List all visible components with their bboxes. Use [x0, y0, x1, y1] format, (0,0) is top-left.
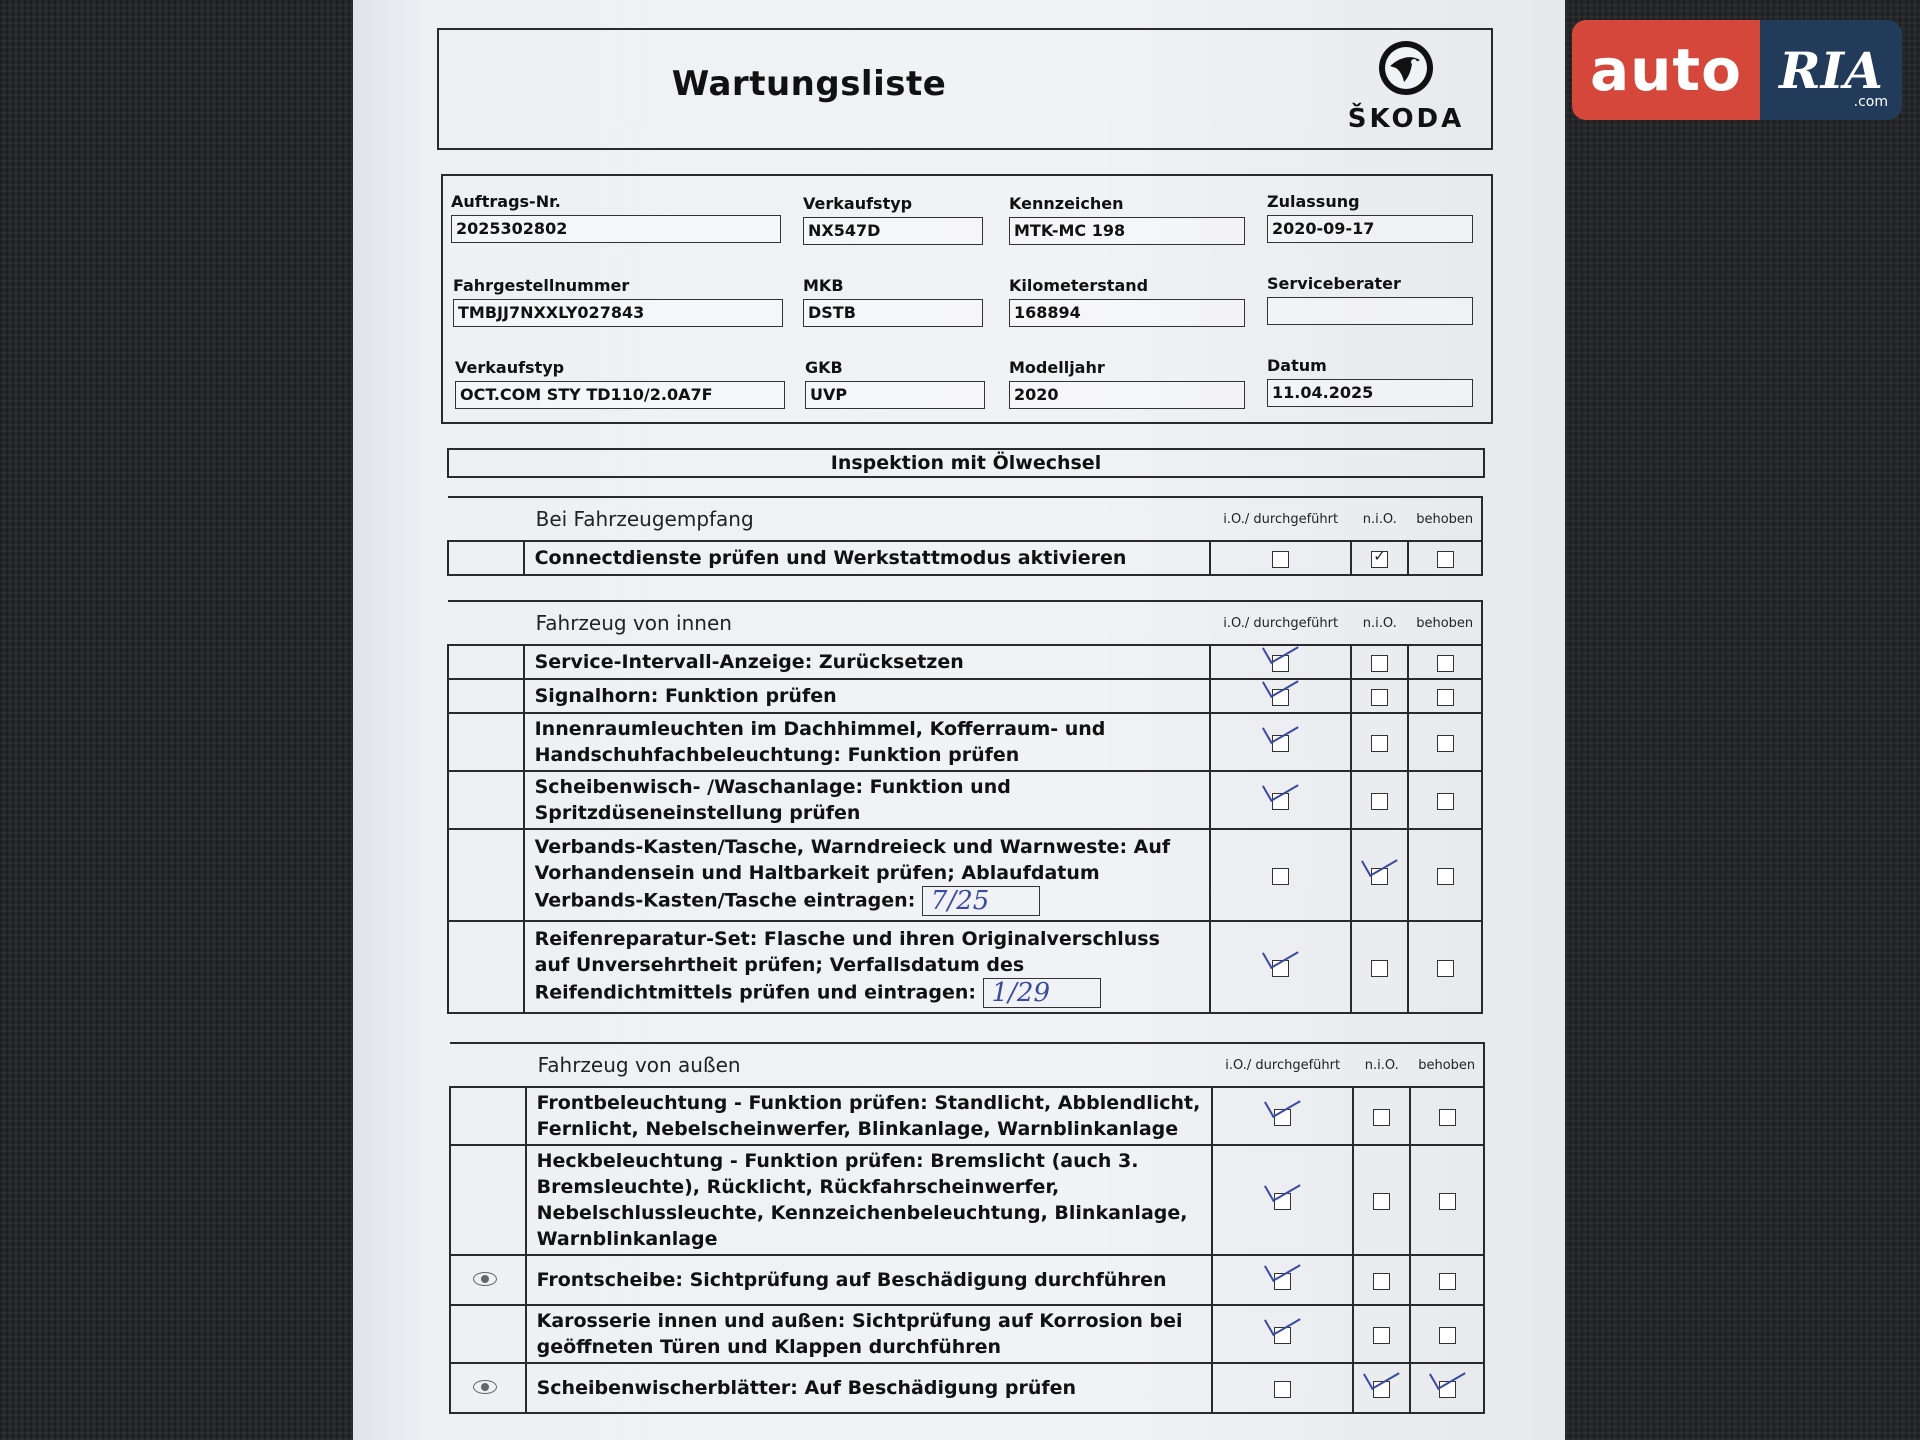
field-label: Verkaufstyp: [803, 194, 913, 213]
checkbox-behoben[interactable]: [1439, 1193, 1456, 1210]
checkbox-io[interactable]: [1272, 960, 1289, 977]
checklist-row: [448, 679, 1482, 713]
column-behoben: behoben: [1408, 601, 1482, 645]
field-label: Zulassung: [1267, 192, 1360, 211]
column-io: i.O./ durchgeführt: [1212, 1043, 1353, 1087]
checkbox-nio[interactable]: [1371, 655, 1388, 672]
row-text: Reifenreparatur-Set: Flasche und ihren Originalverschluss auf Unversehrtheit prüfen; Verfallsdatum des Reifendichtmittels prüfen und eintragen:: [534, 928, 1160, 1004]
section-fahrzeugempfang: [447, 496, 1483, 576]
checkbox-io[interactable]: [1272, 551, 1289, 568]
section-title: Fahrzeug von innen: [524, 601, 1211, 645]
field-label: Serviceberater: [1267, 274, 1401, 293]
section-fahrzeug-innen: [447, 600, 1483, 1014]
field-label: Kilometerstand: [1009, 276, 1149, 295]
row-text: Verbands-Kasten/Tasche, Warndreieck und Warnweste: Auf Vorhandensein und Haltbarkeit prüfen; Ablaufdatum Verbands-Kasten/Tasche eintragen:: [534, 836, 1171, 912]
field-value: DSTB: [803, 299, 983, 327]
logo-com: .com: [1853, 94, 1888, 110]
checkbox-io[interactable]: [1272, 868, 1289, 885]
skoda-logo: [1341, 38, 1471, 134]
logo-ria-text: RIA: [1779, 40, 1883, 100]
row-text: Service-Intervall-Anzeige: Zurücksetzen: [524, 645, 1211, 679]
checkbox-nio[interactable]: [1373, 1327, 1390, 1344]
checkbox-behoben[interactable]: [1437, 960, 1454, 977]
field-label: MKB: [803, 276, 844, 295]
column-io: i.O./ durchgeführt: [1210, 497, 1351, 541]
checkbox-nio[interactable]: [1373, 1381, 1390, 1398]
checklist-row: [448, 921, 1482, 1013]
checkbox-nio[interactable]: [1371, 793, 1388, 810]
eye-icon: [473, 1380, 497, 1394]
row-text: Karosserie innen und außen: Sichtprüfung auf Korrosion bei geöffneten Türen und Klappen durchführen: [526, 1305, 1213, 1363]
skoda-wordmark: ŠKODA: [1347, 104, 1465, 134]
handwritten-date[interactable]: 1/29: [983, 978, 1101, 1008]
checklist-row: [450, 1145, 1484, 1255]
checkbox-io[interactable]: [1274, 1327, 1291, 1344]
checklist-row: [450, 1363, 1484, 1413]
checkbox-io[interactable]: [1272, 735, 1289, 752]
section-title: Fahrzeug von außen: [526, 1043, 1213, 1087]
checkbox-io[interactable]: [1274, 1273, 1291, 1290]
field-value: NX547D: [803, 217, 983, 245]
column-nio: n.i.O.: [1351, 497, 1408, 541]
field-value: 168894: [1009, 299, 1245, 327]
field-label: Kennzeichen: [1009, 194, 1124, 213]
checkbox-behoben[interactable]: [1439, 1109, 1456, 1126]
field-kilometerstand: [1009, 276, 1245, 327]
checkbox-nio[interactable]: [1371, 551, 1388, 568]
checklist-row: [450, 1305, 1484, 1363]
checklist-row: [448, 771, 1482, 829]
eye-icon: [473, 1272, 497, 1286]
checkbox-behoben[interactable]: [1439, 1273, 1456, 1290]
field-value: [1267, 297, 1473, 325]
column-behoben: behoben: [1410, 1043, 1484, 1087]
checklist-row: [448, 645, 1482, 679]
column-nio: n.i.O.: [1351, 601, 1408, 645]
field-datum: [1267, 356, 1473, 407]
field-label: GKB: [805, 358, 843, 377]
row-text: Signalhorn: Funktion prüfen: [524, 679, 1211, 713]
checkbox-behoben[interactable]: [1439, 1327, 1456, 1344]
checklist-row: [448, 829, 1482, 921]
checkbox-behoben[interactable]: [1437, 868, 1454, 885]
field-auftrag: [451, 192, 781, 243]
field-label: Auftrags-Nr.: [451, 192, 561, 211]
row-text: Connectdienste prüfen und Werkstattmodus aktivieren: [524, 541, 1211, 575]
inspection-title: Inspektion mit Ölwechsel: [447, 448, 1485, 478]
field-value: UVP: [805, 381, 985, 409]
section-header: [448, 497, 1482, 541]
checklist-row: [450, 1087, 1484, 1145]
section-title: Bei Fahrzeugempfang: [524, 497, 1211, 541]
checkbox-behoben[interactable]: [1437, 735, 1454, 752]
handwritten-date[interactable]: 7/25: [922, 886, 1040, 916]
checklist-row: [448, 541, 1482, 575]
row-text: Innenraumleuchten im Dachhimmel, Kofferraum- und Handschuhfachbeleuchtung: Funktion prüfen: [524, 713, 1211, 771]
title-box: [437, 28, 1493, 150]
row-text: Scheibenwischerblätter: Auf Beschädigung prüfen: [526, 1363, 1213, 1413]
field-gkb: [805, 358, 985, 409]
checkbox-io[interactable]: [1274, 1381, 1291, 1398]
row-text: Heckbeleuchtung - Funktion prüfen: Bremslicht (auch 3. Bremsleuchte), Rücklicht, Rückfahrscheinwerfer, Nebelschlussleuchte, Kennzeichenbeleuchtung, Blinkanlage, Warnblinkanlage: [526, 1145, 1213, 1255]
checkbox-io[interactable]: [1272, 689, 1289, 706]
column-io: i.O./ durchgeführt: [1210, 601, 1351, 645]
seat-fabric-left: [0, 0, 362, 1440]
section-fahrzeug-aussen: [449, 1042, 1485, 1414]
field-value: 2020: [1009, 381, 1245, 409]
field-label: Fahrgestellnummer: [453, 276, 630, 295]
field-serviceberater: [1267, 274, 1473, 325]
skoda-emblem-icon: [1376, 38, 1436, 98]
field-mkb: [803, 276, 983, 327]
field-value: 11.04.2025: [1267, 379, 1473, 407]
row-text: Frontbeleuchtung - Funktion prüfen: Standlicht, Abblendlicht, Fernlicht, Nebelscheinwerfer, Blinkanlage, Warnblinkanlage: [526, 1087, 1213, 1145]
checkbox-behoben[interactable]: [1439, 1381, 1456, 1398]
field-label: Modelljahr: [1009, 358, 1105, 377]
checkbox-io[interactable]: [1274, 1109, 1291, 1126]
vehicle-header: [441, 174, 1493, 424]
seat-fabric-right: [1563, 0, 1920, 1440]
logo-auto: auto: [1572, 20, 1760, 120]
column-behoben: behoben: [1408, 497, 1482, 541]
field-fahrgestellnummer: [453, 276, 783, 327]
checklist-row: [450, 1255, 1484, 1305]
field-verkaufstyp: [803, 194, 983, 245]
field-value: MTK-MC 198: [1009, 217, 1245, 245]
checkbox-behoben[interactable]: [1437, 793, 1454, 810]
checkbox-nio[interactable]: [1373, 1273, 1390, 1290]
checkbox-io[interactable]: [1274, 1193, 1291, 1210]
field-value: TMBJJ7NXXLY027843: [453, 299, 783, 327]
checkbox-nio[interactable]: [1373, 1193, 1390, 1210]
autoria-logo: [1572, 20, 1902, 120]
checkbox-nio[interactable]: [1371, 689, 1388, 706]
document-title: Wartungsliste: [671, 64, 947, 104]
row-text: Frontscheibe: Sichtprüfung auf Beschädigung durchführen: [526, 1255, 1213, 1305]
checkbox-nio[interactable]: [1371, 960, 1388, 977]
checkbox-behoben[interactable]: [1437, 551, 1454, 568]
maintenance-sheet: [353, 0, 1565, 1440]
field-label: Verkaufstyp: [455, 358, 565, 377]
checkbox-behoben[interactable]: [1437, 655, 1454, 672]
section-header: [450, 1043, 1484, 1087]
column-nio: n.i.O.: [1353, 1043, 1410, 1087]
field-kennzeichen: [1009, 194, 1245, 245]
checkbox-nio[interactable]: [1371, 735, 1388, 752]
field-zulassung: [1267, 192, 1473, 243]
checkbox-io[interactable]: [1272, 793, 1289, 810]
section-header: [448, 601, 1482, 645]
checkbox-nio[interactable]: [1373, 1109, 1390, 1126]
checkbox-behoben[interactable]: [1437, 689, 1454, 706]
field-value: 2025302802: [451, 215, 781, 243]
field-value: 2020-09-17: [1267, 215, 1473, 243]
checklist-row: [448, 713, 1482, 771]
field-label: Datum: [1267, 356, 1327, 375]
field-verkaufstyp-2: [455, 358, 785, 409]
logo-ria: [1760, 20, 1902, 120]
checkbox-nio[interactable]: [1371, 868, 1388, 885]
field-modelljahr: [1009, 358, 1245, 409]
field-value: OCT.COM STY TD110/2.0A7F: [455, 381, 785, 409]
row-text: Scheibenwisch- /Waschanlage: Funktion und Spritzdüseneinstellung prüfen: [524, 771, 1211, 829]
